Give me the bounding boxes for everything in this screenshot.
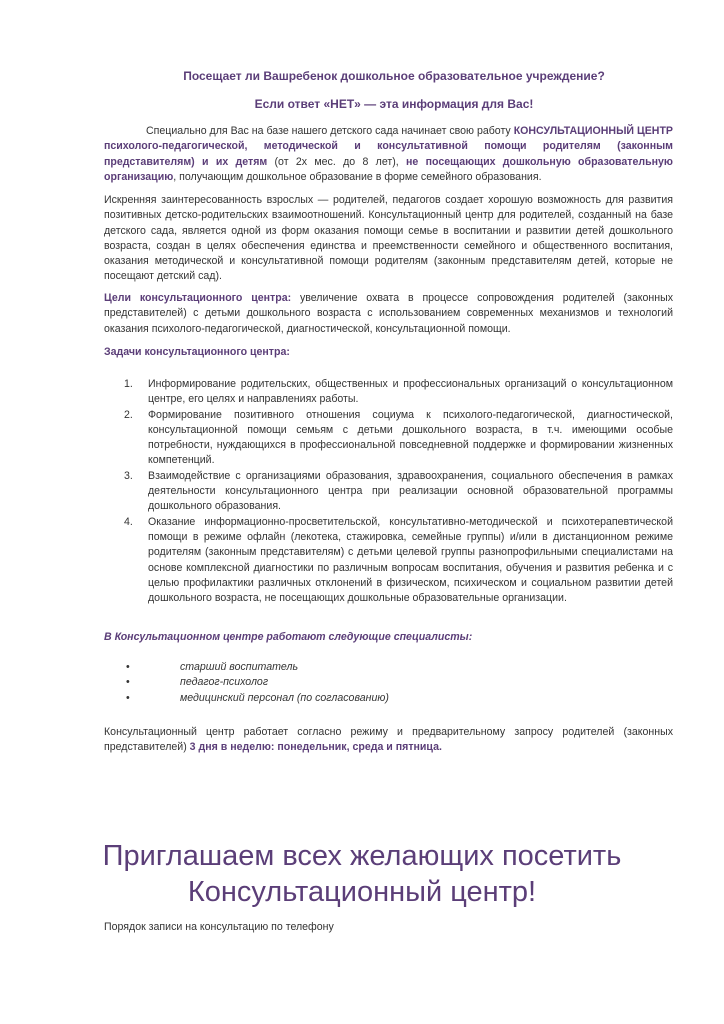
- specialist-item: [104, 660, 673, 675]
- invitation-banner: [60, 838, 664, 910]
- intro-paragraph: [104, 124, 673, 185]
- intro-text-1: Специально для Вас на базе нашего детского сада начинает свою работу: [146, 125, 514, 137]
- schedule-days: 3 дня в неделю: понедельник, среда и пятница.: [189, 741, 442, 754]
- intro-target-group: не посещающих дошкольную образовательную организацию: [104, 155, 673, 183]
- task-text: Формирование позитивного отношения социума к психолого-педагогической, диагностической, консультационной помощи семьям с детьми дошкольного возраста, в т.ч. имеющими особые потребности, нуждающихся в профессиональной повседневной поддержке и формировании жизненных компетенций.: [148, 408, 673, 467]
- task-item: [104, 515, 673, 607]
- task-number: 4.: [124, 515, 133, 528]
- goals-text: увеличение охвата в процессе сопровождения родителей (законных представителей) с детьми дошкольного возраста с использованием современных механизмов и технологий оказания психолого-педагогической, диагностической, консультационной помощи.: [104, 292, 673, 335]
- bullet-icon: •: [126, 691, 130, 704]
- specialist-item: [104, 675, 673, 690]
- task-text: Взаимодействие с организациями образования, здравоохранения, социального обеспечения в рамках деятельности консультационного центра при реализации основной образовательной программы дошкольного образования.: [148, 469, 673, 513]
- intro-text-2: (от 2х мес. до 8 лет),: [267, 155, 407, 168]
- goals-label: Цели консультационного центра:: [104, 292, 292, 304]
- task-number: 2.: [124, 408, 133, 421]
- bullet-icon: •: [126, 661, 130, 673]
- task-item: [104, 469, 673, 515]
- tasks-title: Задачи консультационного центра:: [104, 346, 290, 358]
- task-text: Оказание информационно-просветительской, консультативно-методической и психотерапевтической помощи в режиме офлайн (лекотека, стажировка, семейные группы) и/или в дистанционном режиме родителям (законным представителям) с детьми целевой группы разнопрофильными специалистами на основе комплексной диагностики по различным вопросам воспитания, обучения и развития ребенка и с целью профилактики различных отклонений в физическом, психическом и социальном развитии детей дошкольного возраста, не посещающих дошкольные образовательные организации.: [148, 515, 673, 605]
- task-item: [104, 377, 673, 408]
- specialists-title: В Консультационном центре работают следующие специалисты:: [104, 631, 473, 643]
- intro-text-3: , получающим дошкольное образование в форме семейного образования.: [173, 170, 542, 183]
- invitation-line-1: Приглашаем всех желающих посетить: [102, 840, 622, 872]
- task-number: 1.: [124, 378, 133, 390]
- heading-question: Посещает ли Вашребенок дошкольное образовательное учреждение?: [183, 69, 605, 83]
- specialists-list: [104, 660, 673, 706]
- specialist-text: старший воспитатель: [180, 661, 299, 673]
- footer-note: Порядок записи на консультацию по телефону: [104, 921, 334, 933]
- task-text: Информирование родительских, общественных и профессиональных организаций о консультационном центре, его целях и направлениях работы.: [148, 378, 673, 406]
- task-item: [104, 408, 673, 469]
- invitation-line-2: Консультационный центр!: [187, 876, 537, 908]
- interest-paragraph: Искренняя заинтересованность взрослых — родителей, педагогов создает хорошую возможность для развития позитивных детско-родительских взаимоотношений. Консультационный центр для родителей, созданный на базе детского сада, является одной из форм оказания помощи семье в воспитании и развитии детей дошкольного возраста, создан в целях обеспечения единства и преемственности семейного и общественного воспитания, оказания методической и консультативной помощи родителям (законным представителям детей, которые не посещают детский сад).: [104, 194, 673, 283]
- schedule-paragraph: [104, 725, 673, 756]
- task-number: 3.: [124, 469, 133, 482]
- tasks-list: [104, 377, 673, 606]
- heading-answer: Если ответ «НЕТ» — эта информация для Вас!: [254, 97, 534, 111]
- specialist-text: медицинский персонал (по согласованию): [180, 691, 389, 704]
- bullet-icon: •: [126, 676, 130, 689]
- goals-paragraph: [104, 291, 673, 337]
- specialist-text: педагог-психолог: [180, 676, 269, 689]
- schedule-text: Консультационный центр работает согласно режиму и предварительному запросу родителей (законных представителей): [104, 726, 673, 754]
- intro-center-name: КОНСУЛЬТАЦИОННЫЙ ЦЕНТР психолого-педагогической, методической и консультативной помощи родителям (законным представителям) и их детям: [104, 125, 673, 168]
- specialist-item: [104, 691, 673, 706]
